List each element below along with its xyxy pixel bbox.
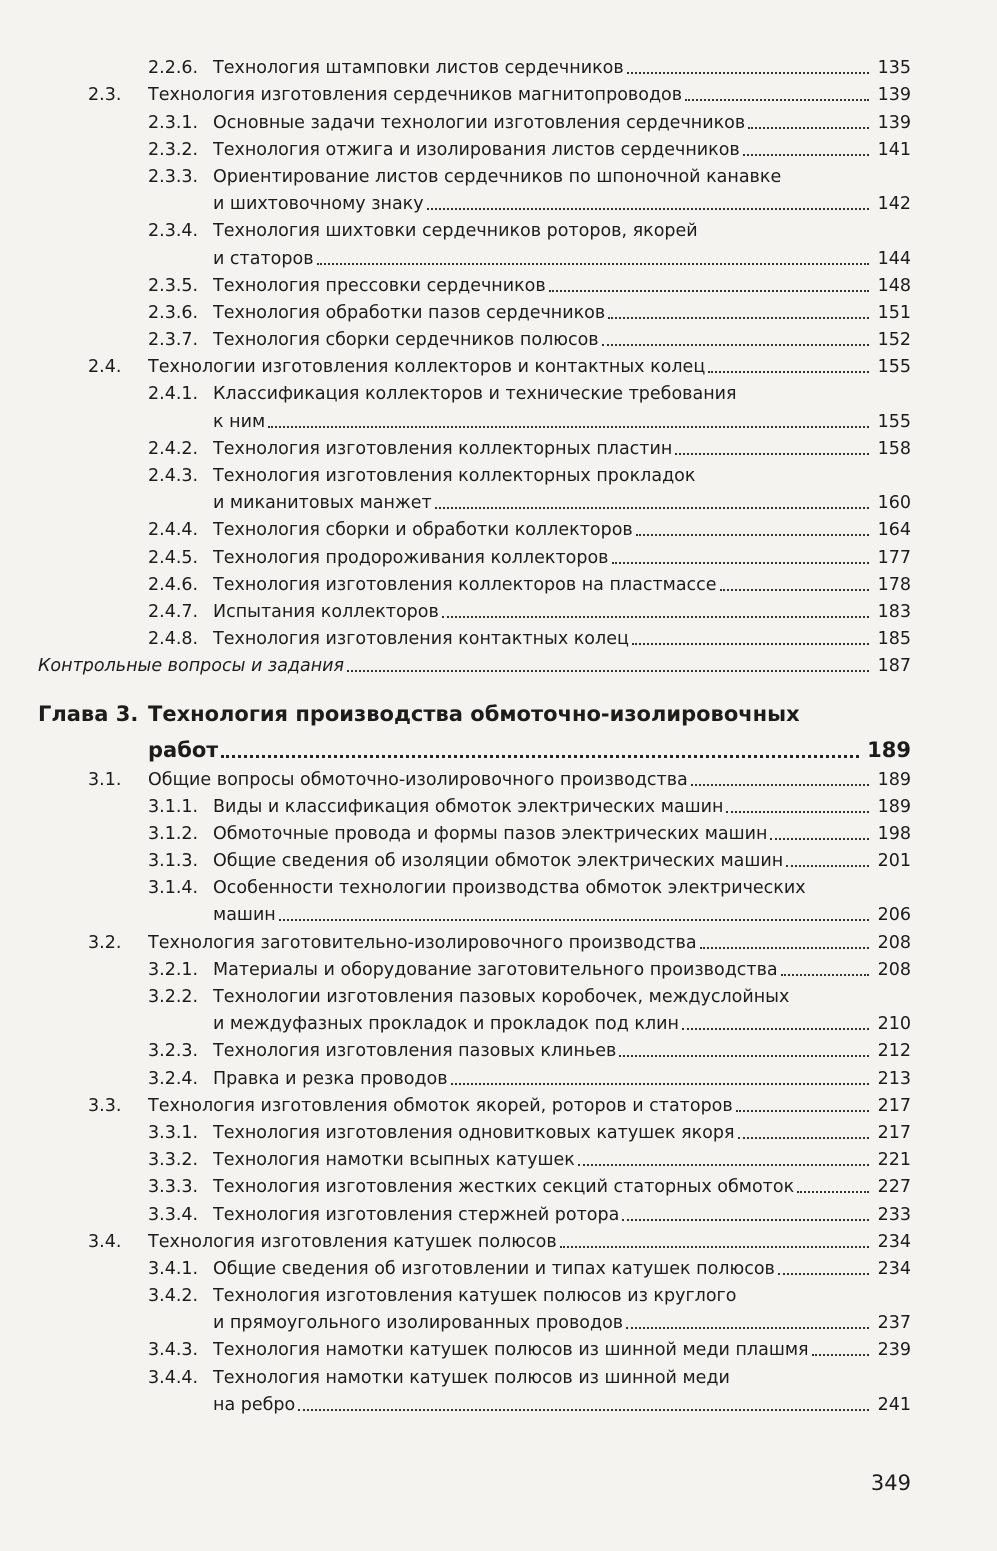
toc-entry-title: Технология заготовительно-изолировочного производства xyxy=(148,932,697,953)
toc-page-number: 213 xyxy=(877,1068,911,1089)
toc-page-number: 148 xyxy=(877,275,911,296)
dot-leader xyxy=(608,317,869,319)
toc-entry-number: 3.1.2. xyxy=(148,823,199,844)
toc-entry-line xyxy=(0,324,997,351)
dot-leader xyxy=(685,99,869,101)
toc-entry-number: 3.2.2. xyxy=(148,987,199,1007)
toc-entry-line xyxy=(0,433,997,460)
toc-entry-line xyxy=(0,1253,997,1280)
page-number: 349 xyxy=(870,1471,911,1495)
toc-page-number: 189 xyxy=(867,738,911,763)
toc-entry-line xyxy=(0,79,997,106)
dot-leader xyxy=(726,811,869,813)
toc-entry-title: и шихтовочному знаку xyxy=(213,194,424,215)
toc-entry-number: 2.4. xyxy=(88,357,122,378)
dot-leader xyxy=(442,616,869,618)
dot-leader xyxy=(622,1219,869,1221)
toc-page-number: 206 xyxy=(877,905,911,926)
toc-entry-line xyxy=(0,106,997,133)
toc-page-number: 198 xyxy=(877,823,911,844)
table-of-contents xyxy=(0,52,997,1416)
toc-entry-number: 2.2.6. xyxy=(148,58,199,79)
toc-entry-title: Основные задачи технологии изготовления сердечников xyxy=(213,112,746,133)
toc-entry-number: 2.3.6. xyxy=(148,302,199,323)
toc-entry-number: 2.4.2. xyxy=(148,438,199,459)
toc-page-number: 187 xyxy=(877,656,911,677)
toc-entry-title: и прямоугольного изолированных проводов xyxy=(213,1313,624,1334)
toc-entry-number: 2.4.1. xyxy=(148,384,199,405)
toc-entry-line xyxy=(0,1389,997,1416)
toc-entry-title: и междуфазных прокладок и прокладок под клин xyxy=(213,1014,679,1035)
toc-entry-title: Технология изготовления катушек полюсов из круглого xyxy=(213,1286,737,1307)
toc-entry-number: 3.3.2. xyxy=(148,1150,199,1171)
dot-leader xyxy=(268,426,869,428)
toc-page-number: 142 xyxy=(877,194,911,215)
toc-entry-title: Технология отжига и изолирования листов сердечников xyxy=(213,139,740,160)
toc-entry-number: 3.2.4. xyxy=(148,1068,199,1089)
toc-entry-title: Технология изготовления пазовых клиньев xyxy=(213,1041,617,1062)
toc-page-number: 217 xyxy=(877,1122,911,1143)
toc-entry-title: к ним xyxy=(213,411,266,432)
toc-entry-line xyxy=(0,845,997,872)
toc-entry-title: Ориентирование листов сердечников по шпоночной канавке xyxy=(213,166,782,187)
toc-page-number: 139 xyxy=(877,85,911,106)
toc-entry-line xyxy=(0,1361,997,1388)
toc-page-number: 237 xyxy=(877,1313,911,1334)
toc-entry-title: Технология намотки катушек полюсов из шинной меди плашмя xyxy=(213,1340,809,1361)
dot-leader xyxy=(743,154,869,156)
toc-entry-title: Технология штамповки листов сердечников xyxy=(213,58,624,79)
toc-page-number: 177 xyxy=(877,547,911,568)
toc-entry-number: 3.4.4. xyxy=(148,1367,199,1388)
toc-entry-title: Технология изготовления катушек полюсов xyxy=(148,1231,557,1252)
toc-entry-line xyxy=(0,161,997,188)
toc-entry-title: Виды и классификация обмоток электрических машин xyxy=(213,796,724,817)
toc-entry-title: Технология изготовления контактных колец xyxy=(213,629,629,650)
dot-leader xyxy=(691,784,869,786)
toc-entry-number: 3.2. xyxy=(88,932,122,953)
toc-entry-line xyxy=(0,872,997,899)
dot-leader xyxy=(720,589,869,591)
toc-page-number: 164 xyxy=(877,520,911,541)
toc-page-number: 234 xyxy=(877,1231,911,1252)
dot-leader xyxy=(812,1354,869,1356)
dot-leader xyxy=(700,947,869,949)
toc-entry-title: и статоров xyxy=(213,248,314,269)
toc-entry-number: 3.1.3. xyxy=(148,851,199,872)
toc-page-number: 189 xyxy=(877,769,911,790)
toc-entry-title: Технологии изготовления коллекторов и контактных колец xyxy=(148,357,706,378)
toc-page-number: 151 xyxy=(877,302,911,323)
toc-entry-title: Технология изготовления сердечников магнитопроводов xyxy=(148,85,683,106)
toc-entry-line xyxy=(0,899,997,926)
toc-entry-line xyxy=(0,1035,997,1062)
dot-leader xyxy=(560,1246,869,1248)
dot-leader xyxy=(675,453,869,455)
toc-page-number: 233 xyxy=(877,1204,911,1225)
dot-leader xyxy=(612,562,870,564)
dot-leader xyxy=(347,670,869,672)
toc-entry-title: Технология изготовления коллекторных пластин xyxy=(213,438,673,459)
dot-leader xyxy=(682,1028,869,1030)
toc-page-number: 155 xyxy=(877,357,911,378)
toc-page-number: 152 xyxy=(877,330,911,351)
toc-entry-title: машин xyxy=(213,905,276,926)
toc-entry-number: 2.4.6. xyxy=(148,574,199,595)
toc-entry-line xyxy=(0,954,997,981)
toc-entry-number: 2.4.7. xyxy=(148,601,199,622)
toc-entry-title: Технология шихтовки сердечников роторов, якорей xyxy=(213,221,698,242)
dot-leader xyxy=(317,263,869,265)
toc-entry-number: 3.2.1. xyxy=(148,959,199,980)
toc-entry-number: 3.1. xyxy=(88,769,122,790)
dot-leader xyxy=(636,534,869,536)
toc-entry-number: 2.3.3. xyxy=(148,166,199,187)
toc-entry-title: Технология производства обмоточно-изолировочных xyxy=(148,702,800,727)
dot-leader xyxy=(778,1273,869,1275)
toc-entry-line xyxy=(0,270,997,297)
dot-leader xyxy=(602,344,869,346)
toc-entry-line xyxy=(0,926,997,953)
toc-entry-line xyxy=(0,487,997,514)
toc-page-number: 217 xyxy=(877,1095,911,1116)
dot-leader xyxy=(626,1327,869,1329)
dot-leader xyxy=(549,290,869,292)
dot-leader xyxy=(435,507,869,509)
toc-entry-line xyxy=(0,215,997,242)
toc-entry-title: Технология сборки и обработки коллекторов xyxy=(213,520,633,541)
toc-entry-line xyxy=(0,1307,997,1334)
toc-page-number: 183 xyxy=(877,601,911,622)
toc-page-number: 227 xyxy=(877,1177,911,1198)
dot-leader xyxy=(578,1164,869,1166)
toc-entry-line xyxy=(0,1198,997,1225)
toc-entry-line xyxy=(0,569,997,596)
toc-entry-line xyxy=(0,52,997,79)
toc-entry-line xyxy=(0,1144,997,1171)
dot-leader xyxy=(770,838,869,840)
toc-page-number: 160 xyxy=(877,493,911,514)
toc-entry-number: 3.4. xyxy=(88,1231,122,1252)
toc-page-number: 144 xyxy=(877,248,911,269)
dot-leader xyxy=(221,755,859,758)
toc-entry-title: Материалы и оборудование заготовительного производства xyxy=(213,959,778,980)
dot-leader xyxy=(736,1110,869,1112)
toc-entry-number: 3.3.4. xyxy=(148,1204,199,1225)
toc-page-number: 234 xyxy=(877,1258,911,1279)
toc-entry-title: Технология изготовления коллекторов на пластмассе xyxy=(213,574,717,595)
toc-page-number: 178 xyxy=(877,574,911,595)
toc-entry-line xyxy=(0,378,997,405)
toc-page-number: 241 xyxy=(877,1394,911,1415)
toc-entry-line xyxy=(0,650,997,677)
toc-entry-title: на ребро xyxy=(213,1394,296,1415)
toc-page-number: 221 xyxy=(877,1150,911,1171)
dot-leader xyxy=(748,127,869,129)
toc-entry-number: 3.3.1. xyxy=(148,1122,199,1143)
toc-entry-line xyxy=(0,1171,997,1198)
dot-leader xyxy=(738,1137,869,1139)
toc-entry-title: Общие вопросы обмоточно-изолировочного производства xyxy=(148,769,688,790)
toc-page-number: 158 xyxy=(877,438,911,459)
toc-entry-title: Особенности технологии производства обмоток электрических xyxy=(213,878,806,899)
toc-entry-line xyxy=(0,351,997,378)
toc-entry-number: 3.4.1. xyxy=(148,1258,199,1279)
toc-entry-number: 3.1.1. xyxy=(148,796,199,817)
toc-entry-title: Технология намотки катушек полюсов из шинной меди xyxy=(213,1367,730,1388)
dot-leader xyxy=(781,974,869,976)
toc-entry-line xyxy=(0,791,997,818)
toc-entry-line xyxy=(0,514,997,541)
toc-chapter-line xyxy=(0,691,997,727)
toc-entry-line xyxy=(0,297,997,324)
toc-entry-number: 3.3. xyxy=(88,1095,122,1116)
toc-entry-number: 2.3. xyxy=(88,85,122,106)
dot-leader xyxy=(786,865,869,867)
toc-entry-title: Общие сведения об изготовлении и типах катушек полюсов xyxy=(213,1258,775,1279)
dot-leader xyxy=(797,1191,869,1193)
toc-entry-title: Технология изготовления коллекторных прокладок xyxy=(213,466,696,486)
toc-entry-title: Технология изготовления жестких секций статорных обмоток xyxy=(213,1177,795,1198)
toc-entry-title: Правка и резка проводов xyxy=(213,1068,448,1089)
toc-entry-number: 2.4.5. xyxy=(148,547,199,568)
toc-entry-title: Технологии изготовления пазовых коробочек, междуслойных xyxy=(213,987,790,1007)
toc-entry-line xyxy=(0,1226,997,1253)
toc-entry-number: 2.3.7. xyxy=(148,330,199,351)
dot-leader xyxy=(279,919,869,921)
toc-entry-number: 3.1.4. xyxy=(148,878,199,899)
toc-entry-line xyxy=(0,1090,997,1117)
toc-entry-title: и миканитовых манжет xyxy=(213,493,432,514)
toc-entry-line xyxy=(0,623,997,650)
toc-entry-number: 3.3.3. xyxy=(148,1177,199,1198)
toc-entry-number: 2.3.4. xyxy=(148,221,199,242)
toc-entry-number: 2.4.4. xyxy=(148,520,199,541)
toc-entry-number: Глава 3. xyxy=(38,702,139,727)
toc-entry-title: Технология прессовки сердечников xyxy=(213,275,546,296)
toc-page-number: 135 xyxy=(877,58,911,79)
toc-entry-line xyxy=(0,134,997,161)
toc-entry-line xyxy=(0,1117,997,1144)
dot-leader xyxy=(298,1409,869,1411)
toc-entry-title: Технология изготовления одновитковых катушек якоря xyxy=(213,1122,735,1143)
dot-leader xyxy=(632,643,869,645)
toc-entry-line xyxy=(0,596,997,623)
dot-leader xyxy=(451,1083,869,1085)
toc-entry-title: Технология обработки пазов сердечников xyxy=(213,302,606,323)
toc-entry-title: Обмоточные провода и формы пазов электрических машин xyxy=(213,823,768,844)
toc-entry-line xyxy=(0,1062,997,1089)
toc-entry-number: 3.2.3. xyxy=(148,1041,199,1062)
toc-entry-title: работ xyxy=(148,738,219,763)
toc-page-number: 155 xyxy=(877,411,911,432)
toc-page-number: 189 xyxy=(877,796,911,817)
toc-entry-line xyxy=(0,460,997,487)
toc-entry-title: Общие сведения об изоляции обмоток электрических машин xyxy=(213,851,784,872)
toc-entry-title: Классификация коллекторов и технические требования xyxy=(213,384,737,405)
toc-entry-number: 2.4.3. xyxy=(148,466,199,486)
toc-page-number: 141 xyxy=(877,139,911,160)
toc-entry-number: 2.3.5. xyxy=(148,275,199,296)
toc-entry-line xyxy=(0,981,997,1008)
toc-page-number: 139 xyxy=(877,112,911,133)
toc-entry-line xyxy=(0,1008,997,1035)
toc-entry-title: Технология изготовления стержней ротора xyxy=(213,1204,620,1225)
toc-entry-title: Контрольные вопросы и задания xyxy=(38,656,345,677)
toc-entry-title: Технология намотки всыпных катушек xyxy=(213,1150,575,1171)
dot-leader xyxy=(627,72,869,74)
toc-page-number: 201 xyxy=(877,851,911,872)
toc-entry-number: 2.3.1. xyxy=(148,112,199,133)
toc-entry-title: Испытания коллекторов xyxy=(213,601,439,622)
toc-entry-line xyxy=(0,188,997,215)
toc-page-number: 239 xyxy=(877,1340,911,1361)
toc-page-number: 208 xyxy=(877,959,911,980)
toc-entry-title: Технология изготовления обмоток якорей, роторов и статоров xyxy=(148,1095,733,1116)
toc-entry-number: 2.3.2. xyxy=(148,139,199,160)
toc-entry-line xyxy=(0,1280,997,1307)
toc-entry-line xyxy=(0,242,997,269)
dot-leader xyxy=(619,1055,869,1057)
dot-leader xyxy=(427,208,869,210)
toc-entry-line xyxy=(0,541,997,568)
toc-entry-number: 3.4.3. xyxy=(148,1340,199,1361)
toc-entry-line xyxy=(0,1334,997,1361)
toc-entry-title: Технология продороживания коллекторов xyxy=(213,547,609,568)
dot-leader xyxy=(708,371,869,373)
toc-entry-number: 2.4.8. xyxy=(148,629,199,650)
toc-page-number: 208 xyxy=(877,932,911,953)
toc-entry-line xyxy=(0,763,997,790)
toc-entry-line xyxy=(0,818,997,845)
toc-entry-line xyxy=(0,405,997,432)
toc-page-number: 185 xyxy=(877,629,911,650)
toc-chapter-line xyxy=(0,727,997,763)
toc-entry-title: Технология сборки сердечников полюсов xyxy=(213,330,599,351)
toc-page-number: 212 xyxy=(877,1041,911,1062)
toc-entry-number: 3.4.2. xyxy=(148,1286,199,1307)
toc-page-number: 210 xyxy=(877,1014,911,1035)
